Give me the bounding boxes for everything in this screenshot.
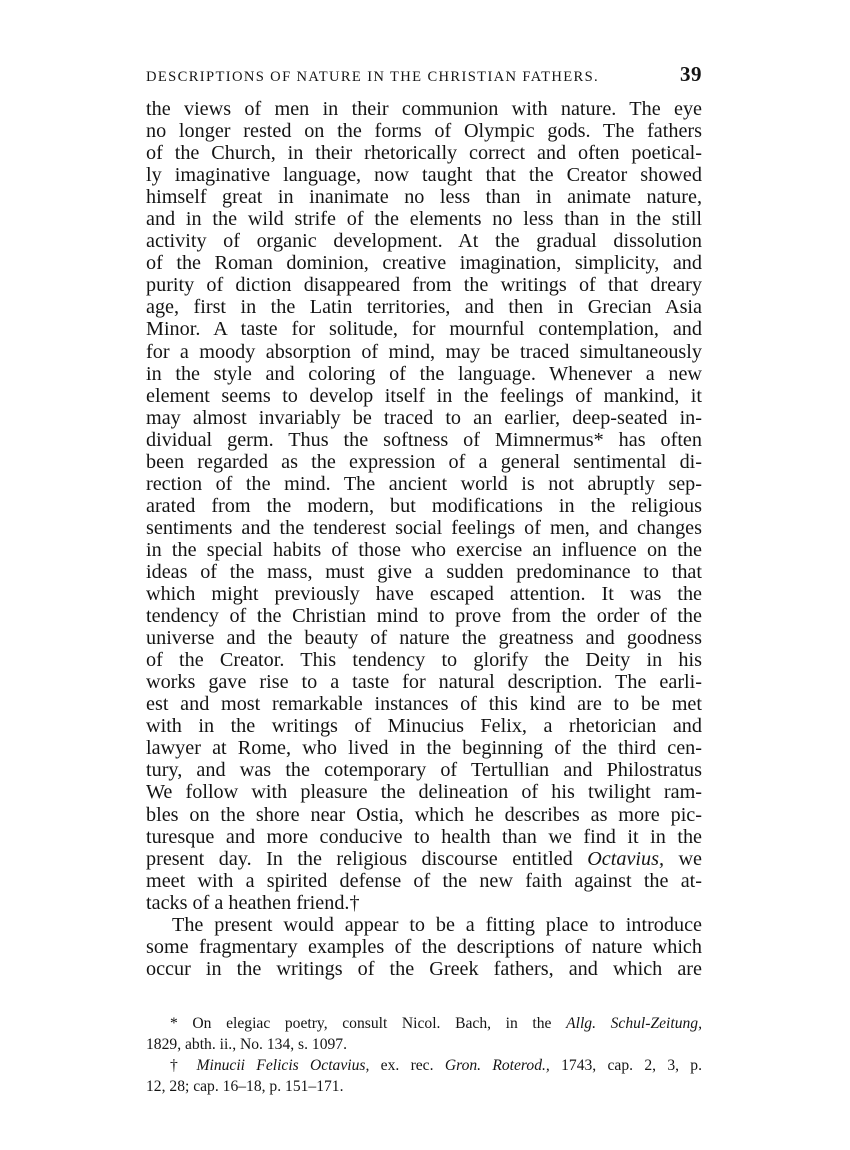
text-line: ly imaginative language, now taught that the Creator showed bbox=[146, 164, 702, 187]
footnote-2 bbox=[146, 1055, 702, 1076]
running-head bbox=[146, 62, 702, 86]
text-line: arated from the modern, but modifications in the religious bbox=[146, 494, 702, 517]
text-line: which might previously have escaped attention. It was the bbox=[146, 583, 702, 606]
text-line: lawyer at Rome, who lived in the beginning of the third cen- bbox=[146, 737, 702, 760]
text-line: of the Creator. This tendency to glorify the Deity in his bbox=[146, 649, 702, 672]
footnotes bbox=[146, 1013, 702, 1097]
footnote-1 bbox=[146, 1013, 702, 1034]
text-line: in the special habits of those who exercise an influence on the bbox=[146, 538, 702, 561]
text-segment: we bbox=[664, 847, 702, 870]
text-line: for a moody absorption of mind, may be traced simultaneously bbox=[146, 340, 702, 363]
text-line: est and most remarkable instances of this kind are to be met bbox=[146, 693, 702, 716]
text-line: activity of organic development. At the gradual dissolution bbox=[146, 230, 702, 253]
text-line: purity of diction disappeared from the writings of that dreary bbox=[146, 274, 702, 297]
text-line: been regarded as the expression of a general sentimental di- bbox=[146, 450, 702, 473]
text-line: some fragmentary examples of the descriptions of nature which bbox=[146, 935, 702, 958]
body-text bbox=[146, 98, 702, 980]
text-line: element seems to develop itself in the feelings of mankind, it bbox=[146, 384, 702, 407]
text-line: Minor. A taste for solitude, for mournful contemplation, and bbox=[146, 318, 702, 341]
footnote-text: 1743, cap. 2, 3, p. bbox=[549, 1057, 703, 1074]
work-title-octavius: Octavius, bbox=[587, 847, 665, 870]
text-line: may almost invariably be traced to an earlier, deep-seated in- bbox=[146, 406, 702, 429]
footnote-text: ex. rec. bbox=[369, 1057, 445, 1074]
text-line: turesque and more conducive to health than we find it in the bbox=[146, 825, 702, 848]
text-line: dividual germ. Thus the softness of Mimnermus* has often bbox=[146, 428, 702, 451]
text-line: himself great in inanimate no less than in animate nature, bbox=[146, 186, 702, 209]
text-line: universe and the beauty of nature the greatness and goodness bbox=[146, 627, 702, 650]
paragraph-start-line: The present would appear to be a fitting place to introduce bbox=[172, 913, 702, 936]
text-line: the views of men in their communion with nature. The eye bbox=[146, 98, 702, 120]
text-line: occur in the writings of the Greek fathers, and which are bbox=[146, 957, 702, 980]
text-line: meet with a spirited defense of the new faith against the at- bbox=[146, 869, 702, 892]
text-line: tury, and was the cotemporary of Tertullian and Philostratus bbox=[146, 759, 702, 782]
text-line: works gave rise to a taste for natural description. The earli- bbox=[146, 671, 702, 694]
text-segment: present day. In the religious discourse entitled bbox=[146, 847, 588, 870]
page-number: 39 bbox=[680, 62, 702, 86]
text-line: in the style and coloring of the language. Whenever a new bbox=[146, 362, 702, 385]
footnote-mark: † bbox=[170, 1057, 197, 1074]
text-line: rection of the mind. The ancient world is not abruptly sep- bbox=[146, 472, 702, 495]
text-line: of the Church, in their rhetorically correct and often poetical- bbox=[146, 142, 702, 165]
text-line: bles on the shore near Ostia, which he describes as more pic- bbox=[146, 803, 702, 826]
text-line: age, first in the Latin territories, and then in Grecian Asia bbox=[146, 296, 702, 319]
text-line: We follow with pleasure the delineation of his twilight ram- bbox=[146, 781, 702, 804]
footnote-1-continued: 1829, abth. ii., No. 134, s. 1097. bbox=[146, 1036, 347, 1053]
text-line-with-title bbox=[146, 848, 702, 870]
text-line: with in the writings of Minucius Felix, a rhetorician and bbox=[146, 715, 702, 738]
text-line: tacks of a heathen friend.† bbox=[146, 891, 360, 914]
text-line: sentiments and the tenderest social feelings of men, and changes bbox=[146, 516, 702, 539]
running-title: DESCRIPTIONS OF NATURE IN THE CHRISTIAN FATHERS. bbox=[146, 69, 600, 85]
text-line: of the Roman dominion, creative imagination, simplicity, and bbox=[146, 252, 702, 275]
text-line: tendency of the Christian mind to prove from the order of the bbox=[146, 605, 702, 628]
text-line: and in the wild strife of the elements no less than in the still bbox=[146, 208, 702, 231]
text-line: ideas of the mass, must give a sudden predominance to that bbox=[146, 560, 702, 583]
footnote-journal-title: Allg. Schul-Zeitung, bbox=[566, 1015, 702, 1032]
footnote-text: * On elegiac poetry, consult Nicol. Bach, in the bbox=[170, 1015, 567, 1032]
footnote-edition-title: Gron. Roterod., bbox=[444, 1057, 550, 1074]
footnote-2-continued: 12, 28; cap. 16–18, p. 151–171. bbox=[146, 1078, 344, 1095]
text-line: no longer rested on the forms of Olympic gods. The fathers bbox=[146, 120, 702, 143]
footnote-work-title: Minucii Felicis Octavius, bbox=[196, 1057, 370, 1074]
